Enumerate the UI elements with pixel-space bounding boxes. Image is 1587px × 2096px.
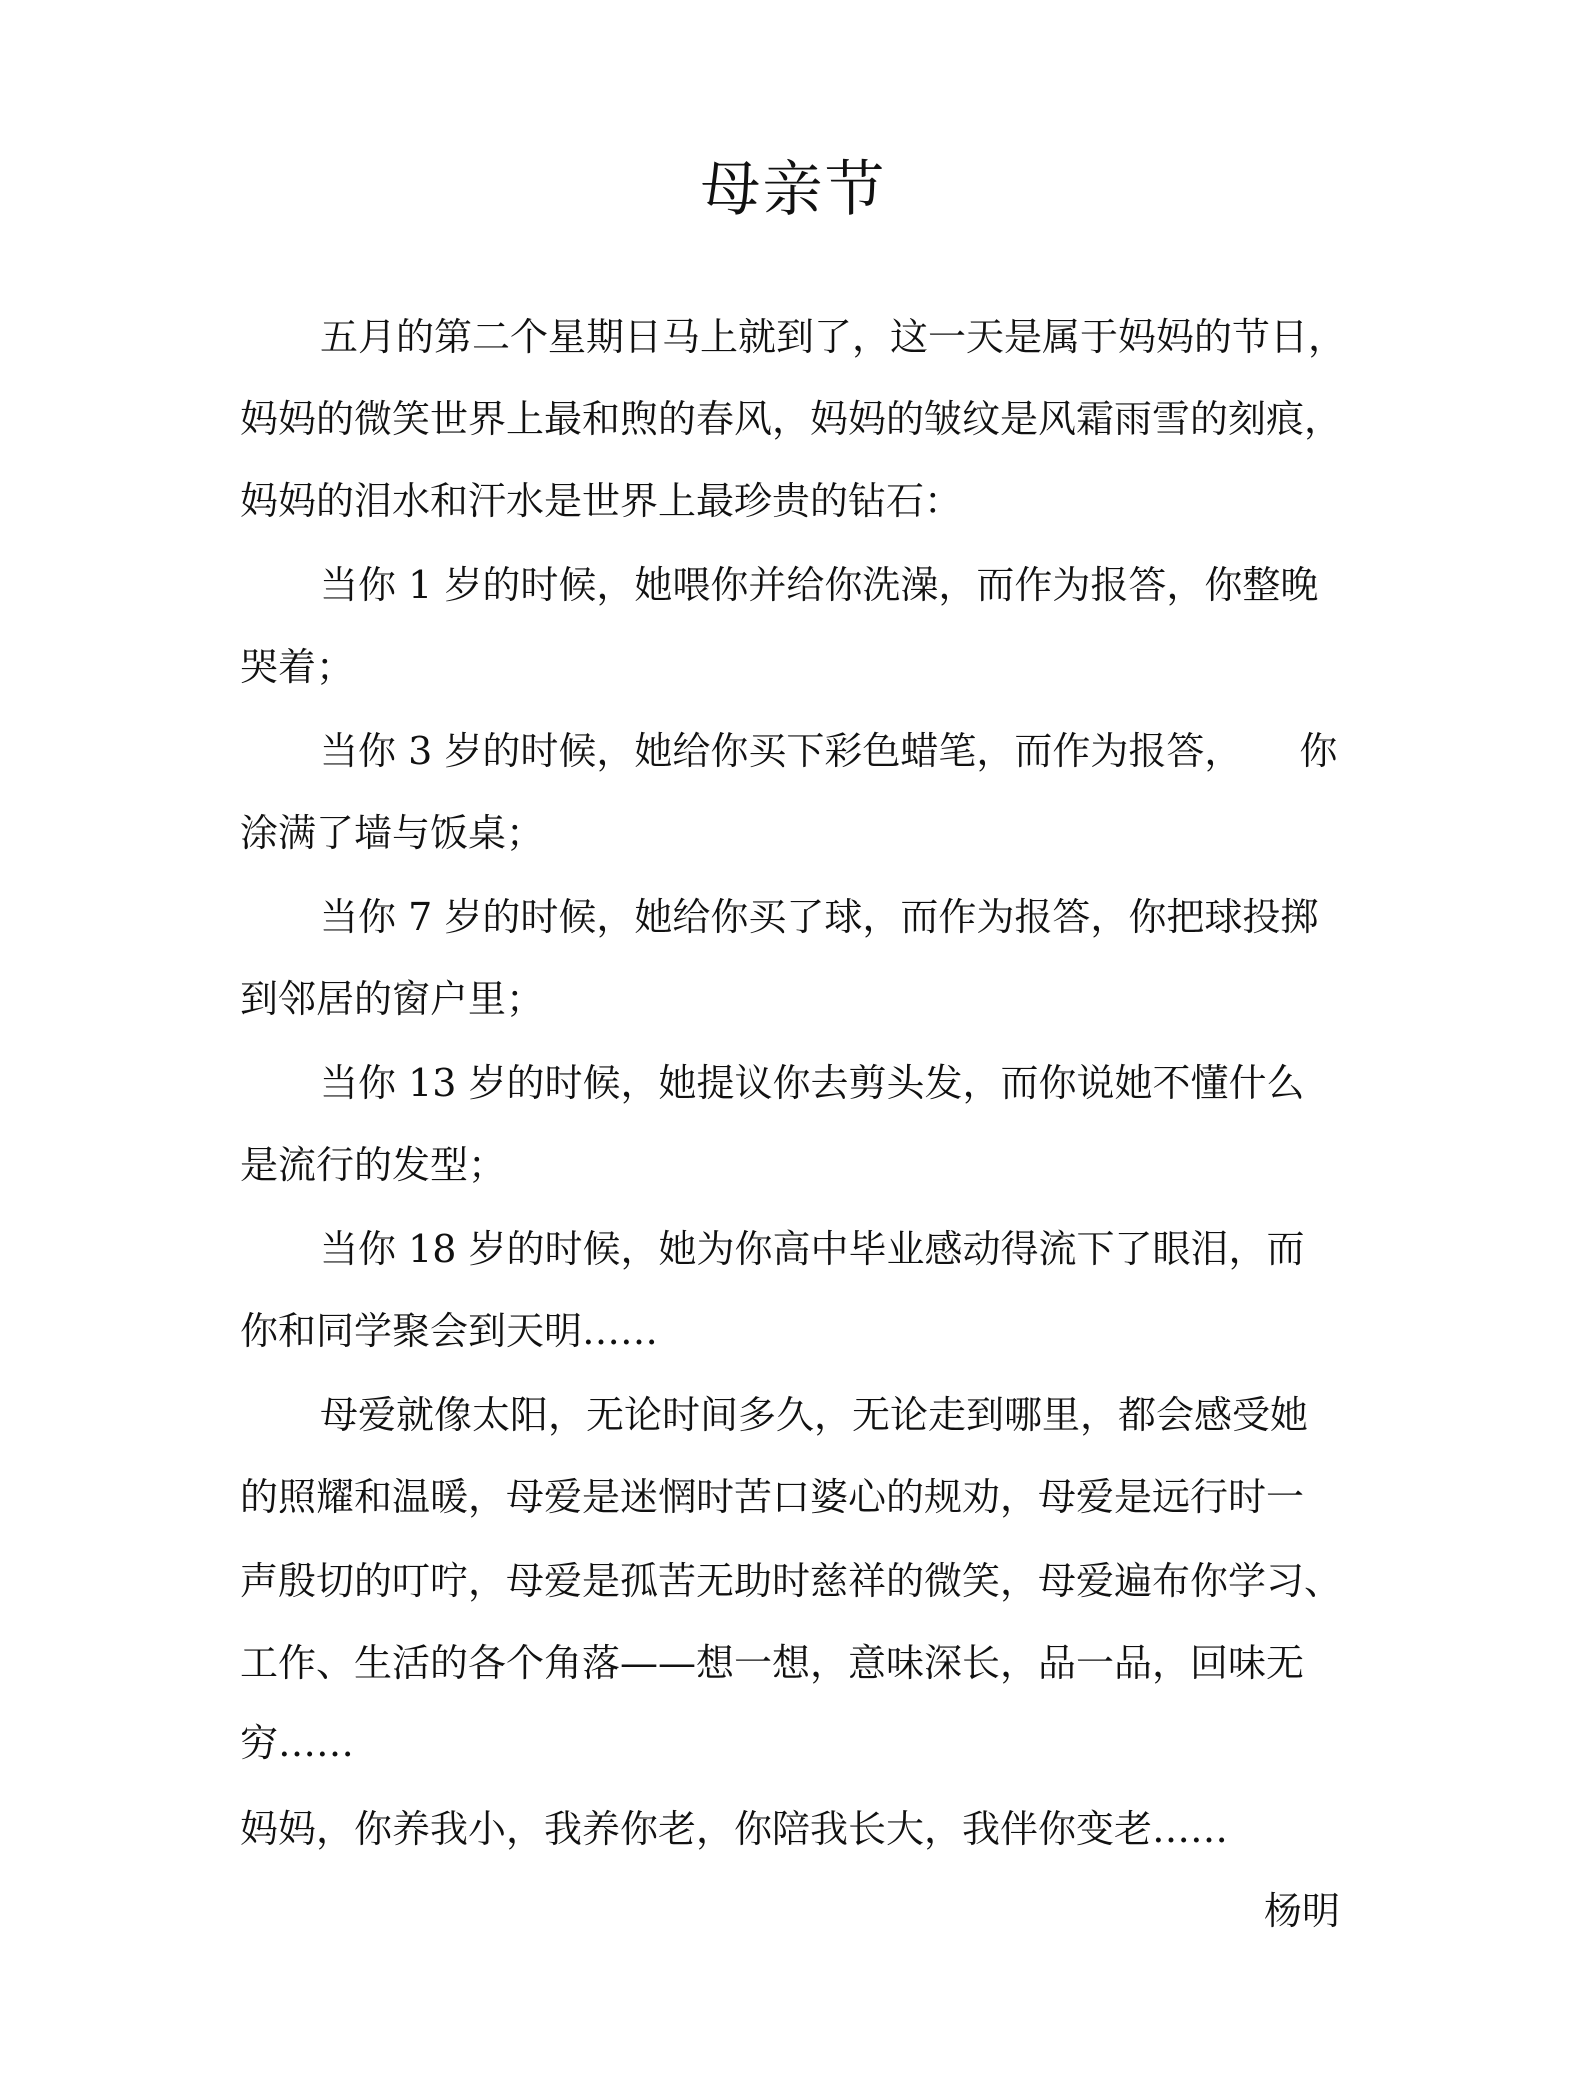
- paragraph-line: 你和同学聚会到天明……: [240, 1309, 659, 1353]
- paragraph-line: 哭着；: [240, 645, 355, 689]
- paragraph-line: 当你 7 岁的时候，她给你买了球，而作为报答，你把球投掷: [320, 895, 1319, 939]
- paragraph-line: 当你 3 岁的时候，她给你买下彩色蜡笔，而作为报答， 你: [320, 729, 1338, 773]
- paragraph-line: 声殷切的叮咛，母爱是孤苦无助时慈祥的微笑，母爱遍布你学习、: [240, 1559, 1343, 1603]
- paragraph-line: 涂满了墙与饭桌；: [240, 811, 545, 855]
- paragraph-line: 工作、生活的各个角落——想一想，意味深长，品一品，回味无: [240, 1641, 1305, 1685]
- author-signature: 杨明: [1263, 1889, 1340, 1933]
- paragraph-line: 穷……: [240, 1721, 355, 1765]
- paragraph-line: 五月的第二个星期日马上就到了，这一天是属于妈妈的节日，: [320, 315, 1347, 359]
- paragraph-line: 当你 13 岁的时候，她提议你去剪头发，而你说她不懂什么: [320, 1061, 1305, 1105]
- page-title: 母亲节: [700, 155, 887, 225]
- paragraph-line: 的照耀和温暖，母爱是迷惘时苦口婆心的规劝，母爱是远行时一: [240, 1475, 1305, 1519]
- paragraph-line: 妈妈的泪水和汗水是世界上最珍贵的钻石：: [240, 479, 963, 523]
- paragraph-line: 当你 18 岁的时候，她为你高中毕业感动得流下了眼泪，而: [320, 1227, 1305, 1271]
- paragraph-line: 到邻居的窗户里；: [240, 977, 545, 1021]
- paragraph-line: 母爱就像太阳，无论时间多久，无论走到哪里，都会感受她: [320, 1393, 1309, 1437]
- closing-line: 妈妈，你养我小，我养你老，你陪我长大，我伴你变老……: [240, 1807, 1229, 1851]
- paragraph-line: 是流行的发型；: [240, 1143, 507, 1187]
- paragraph-line: 当你 1 岁的时候，她喂你并给你洗澡，而作为报答，你整晚: [320, 563, 1319, 607]
- paragraph-line: 妈妈的微笑世界上最和煦的春风，妈妈的皱纹是风霜雨雪的刻痕，: [240, 397, 1343, 441]
